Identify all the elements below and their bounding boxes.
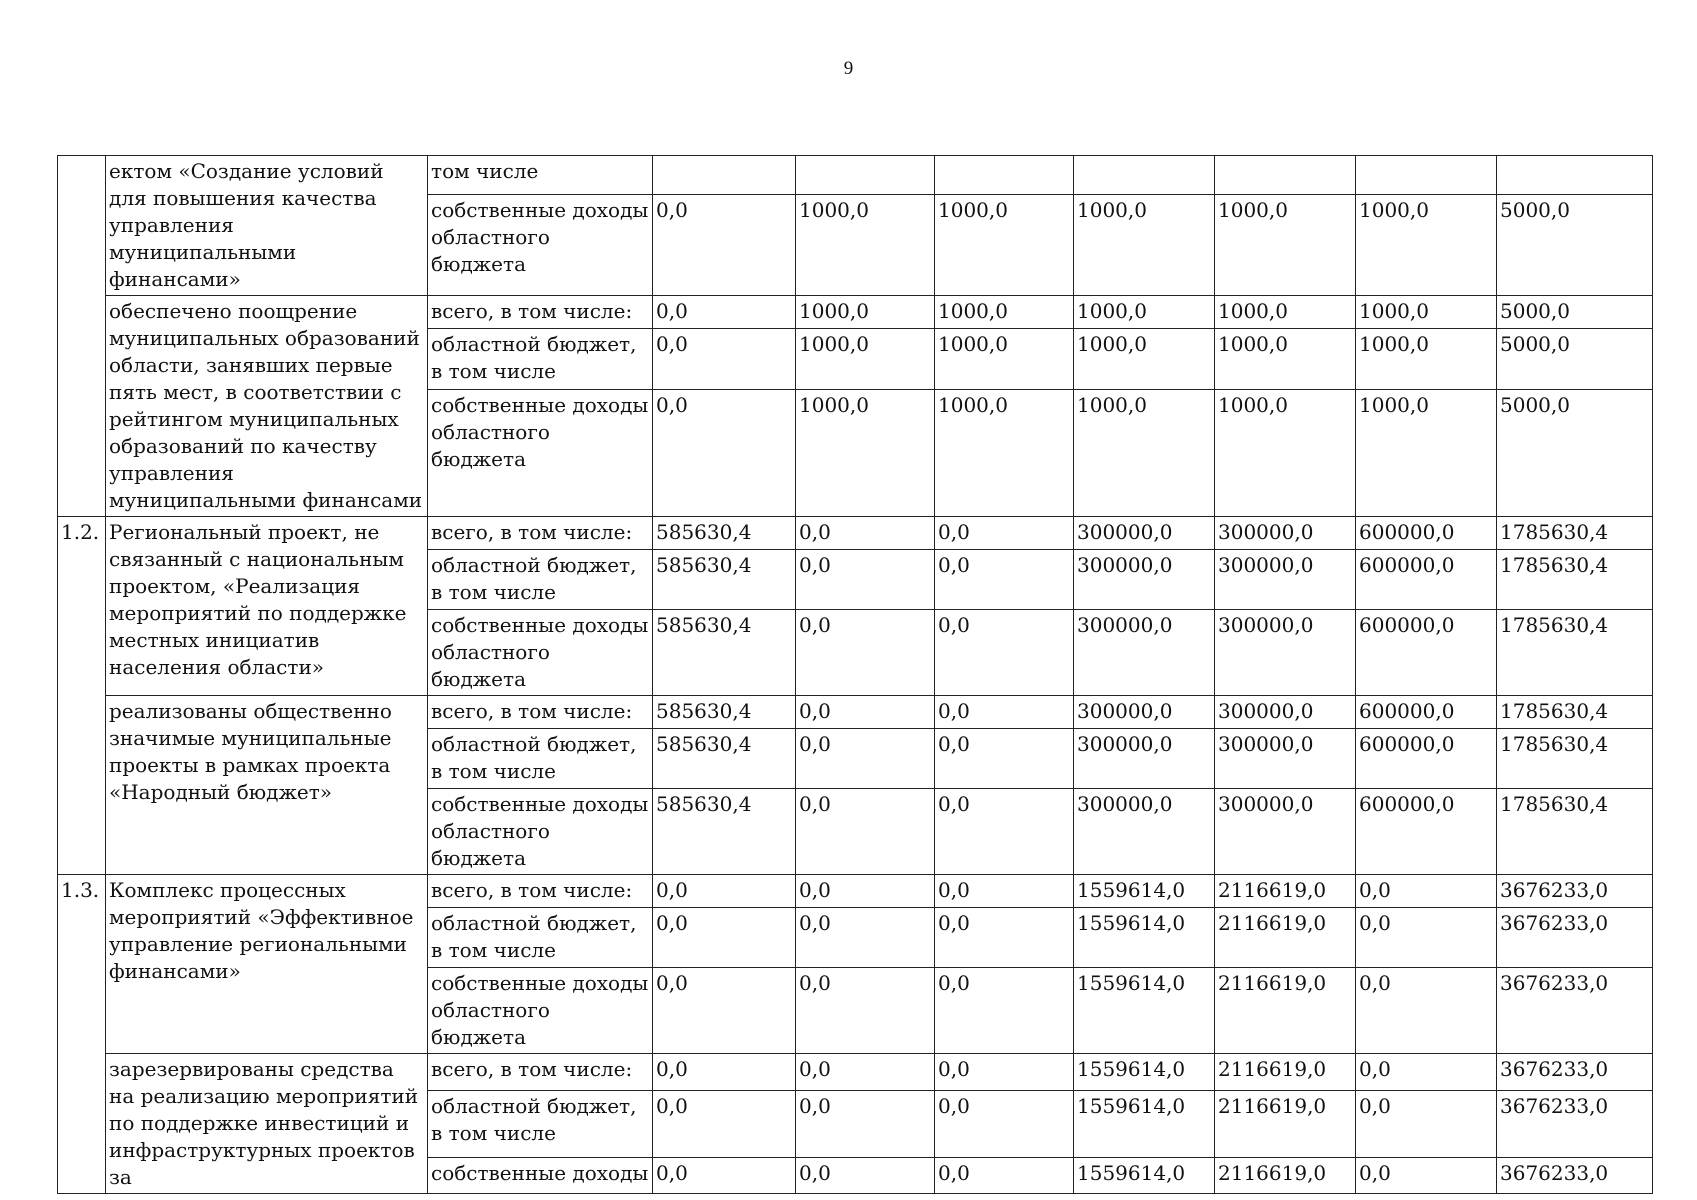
table-body bbox=[58, 156, 1653, 1194]
year-value: 0,0 bbox=[796, 1090, 935, 1157]
year-value: 300000,0 bbox=[1074, 550, 1215, 610]
funding-source: областной бюджет, в том числе bbox=[428, 908, 653, 968]
total-value: 3676233,0 bbox=[1497, 968, 1653, 1054]
year-value: 300000,0 bbox=[1215, 729, 1356, 789]
year-value: 1559614,0 bbox=[1074, 1090, 1215, 1157]
year-value: 0,0 bbox=[653, 875, 796, 908]
year-value: 600000,0 bbox=[1356, 729, 1497, 789]
year-value: 1000,0 bbox=[1215, 194, 1356, 295]
year-value: 0,0 bbox=[796, 789, 935, 875]
year-value: 300000,0 bbox=[1074, 517, 1215, 550]
year-value: 585630,4 bbox=[653, 789, 796, 875]
item-description: Региональный проект, не связанный с национальным проектом, «Реализация мероприятий по поддержке местных инициатив населения области» bbox=[106, 517, 428, 696]
year-value: 1559614,0 bbox=[1074, 968, 1215, 1054]
total-value: 1785630,4 bbox=[1497, 610, 1653, 696]
year-value: 0,0 bbox=[935, 550, 1074, 610]
funding-source: областной бюджет, в том числе bbox=[428, 550, 653, 610]
year-value: 0,0 bbox=[935, 517, 1074, 550]
year-value: 1000,0 bbox=[796, 194, 935, 295]
year-value: 0,0 bbox=[935, 1054, 1074, 1091]
year-value: 300000,0 bbox=[1215, 517, 1356, 550]
total-value: 5000,0 bbox=[1497, 390, 1653, 517]
year-value bbox=[1356, 156, 1497, 195]
table-row bbox=[58, 296, 1653, 329]
year-value: 0,0 bbox=[796, 1158, 935, 1194]
total-value: 3676233,0 bbox=[1497, 1054, 1653, 1091]
year-value: 1000,0 bbox=[1356, 390, 1497, 517]
total-value: 5000,0 bbox=[1497, 329, 1653, 390]
funding-source: областной бюджет, в том числе bbox=[428, 329, 653, 390]
total-value: 5000,0 bbox=[1497, 296, 1653, 329]
year-value: 1000,0 bbox=[1356, 194, 1497, 295]
year-value: 0,0 bbox=[796, 729, 935, 789]
item-description: Комплекс процессных мероприятий «Эффективное управление региональными финансами» bbox=[106, 875, 428, 1054]
year-value: 1000,0 bbox=[1356, 296, 1497, 329]
funding-source: всего, в том числе: bbox=[428, 296, 653, 329]
item-description: обеспечено поощрение муниципальных образований области, занявших первые пять мест, в соответствии с рейтингом муниципальных образований по качеству управления муниципальными финансами bbox=[106, 296, 428, 517]
funding-source: областной бюджет, в том числе bbox=[428, 729, 653, 789]
year-value: 600000,0 bbox=[1356, 550, 1497, 610]
year-value: 2116619,0 bbox=[1215, 875, 1356, 908]
year-value: 300000,0 bbox=[1215, 610, 1356, 696]
funding-source: собственные доходы bbox=[428, 1158, 653, 1194]
year-value: 585630,4 bbox=[653, 550, 796, 610]
year-value: 1000,0 bbox=[796, 296, 935, 329]
total-value: 1785630,4 bbox=[1497, 729, 1653, 789]
year-value: 0,0 bbox=[653, 296, 796, 329]
year-value: 1000,0 bbox=[1215, 296, 1356, 329]
funding-source: всего, в том числе: bbox=[428, 1054, 653, 1091]
year-value: 1000,0 bbox=[796, 329, 935, 390]
total-value bbox=[1497, 156, 1653, 195]
year-value: 0,0 bbox=[796, 968, 935, 1054]
year-value: 0,0 bbox=[935, 696, 1074, 729]
funding-source: областной бюджет, в том числе bbox=[428, 1090, 653, 1157]
year-value bbox=[653, 156, 796, 195]
year-value: 1000,0 bbox=[1074, 296, 1215, 329]
year-value: 1000,0 bbox=[935, 390, 1074, 517]
total-value: 1785630,4 bbox=[1497, 550, 1653, 610]
year-value: 0,0 bbox=[653, 1054, 796, 1091]
funding-source: собственные доходы областного бюджета bbox=[428, 789, 653, 875]
year-value: 1559614,0 bbox=[1074, 1054, 1215, 1091]
section-number: 1.3. bbox=[58, 875, 106, 1194]
year-value bbox=[935, 156, 1074, 195]
total-value: 3676233,0 bbox=[1497, 908, 1653, 968]
year-value: 1000,0 bbox=[1215, 390, 1356, 517]
year-value: 600000,0 bbox=[1356, 696, 1497, 729]
year-value: 0,0 bbox=[653, 390, 796, 517]
year-value: 300000,0 bbox=[1074, 729, 1215, 789]
year-value: 300000,0 bbox=[1074, 610, 1215, 696]
year-value: 0,0 bbox=[1356, 875, 1497, 908]
section-number: 1.2. bbox=[58, 517, 106, 875]
total-value: 3676233,0 bbox=[1497, 1158, 1653, 1194]
year-value: 585630,4 bbox=[653, 729, 796, 789]
year-value bbox=[1074, 156, 1215, 195]
total-value: 3676233,0 bbox=[1497, 1090, 1653, 1157]
total-value: 5000,0 bbox=[1497, 194, 1653, 295]
year-value: 1559614,0 bbox=[1074, 908, 1215, 968]
year-value: 0,0 bbox=[653, 1158, 796, 1194]
section-number bbox=[58, 156, 106, 517]
year-value: 300000,0 bbox=[1215, 696, 1356, 729]
year-value: 300000,0 bbox=[1074, 789, 1215, 875]
year-value: 0,0 bbox=[796, 517, 935, 550]
year-value: 0,0 bbox=[935, 1158, 1074, 1194]
year-value: 1000,0 bbox=[935, 329, 1074, 390]
table-row bbox=[58, 156, 1653, 195]
total-value: 3676233,0 bbox=[1497, 875, 1653, 908]
year-value: 1559614,0 bbox=[1074, 875, 1215, 908]
year-value: 0,0 bbox=[1356, 908, 1497, 968]
year-value: 0,0 bbox=[935, 908, 1074, 968]
year-value: 585630,4 bbox=[653, 517, 796, 550]
funding-source: собственные доходы областного бюджета bbox=[428, 610, 653, 696]
year-value: 0,0 bbox=[796, 550, 935, 610]
year-value: 1000,0 bbox=[1356, 329, 1497, 390]
year-value: 1000,0 bbox=[796, 390, 935, 517]
item-description: ектом «Создание условий для повышения качества управления муниципальными финансами» bbox=[106, 156, 428, 296]
table-row bbox=[58, 1054, 1653, 1091]
year-value: 300000,0 bbox=[1215, 789, 1356, 875]
budget-table bbox=[57, 155, 1653, 1194]
year-value: 585630,4 bbox=[653, 696, 796, 729]
total-value: 1785630,4 bbox=[1497, 517, 1653, 550]
year-value: 0,0 bbox=[1356, 1158, 1497, 1194]
year-value: 0,0 bbox=[935, 729, 1074, 789]
year-value: 1000,0 bbox=[1074, 329, 1215, 390]
year-value: 600000,0 bbox=[1356, 517, 1497, 550]
year-value: 0,0 bbox=[796, 875, 935, 908]
year-value: 2116619,0 bbox=[1215, 1090, 1356, 1157]
funding-source: собственные доходы областного бюджета bbox=[428, 390, 653, 517]
year-value: 1559614,0 bbox=[1074, 1158, 1215, 1194]
year-value: 0,0 bbox=[653, 329, 796, 390]
funding-source: собственные доходы областного бюджета bbox=[428, 194, 653, 295]
year-value: 2116619,0 bbox=[1215, 1054, 1356, 1091]
year-value: 0,0 bbox=[653, 908, 796, 968]
year-value: 0,0 bbox=[1356, 968, 1497, 1054]
year-value: 0,0 bbox=[1356, 1090, 1497, 1157]
year-value: 0,0 bbox=[796, 1054, 935, 1091]
page-number: 9 bbox=[843, 58, 854, 79]
year-value: 0,0 bbox=[796, 696, 935, 729]
funding-source: всего, в том числе: bbox=[428, 517, 653, 550]
year-value: 2116619,0 bbox=[1215, 908, 1356, 968]
year-value: 0,0 bbox=[653, 194, 796, 295]
year-value: 585630,4 bbox=[653, 610, 796, 696]
funding-source: всего, в том числе: bbox=[428, 696, 653, 729]
year-value: 0,0 bbox=[653, 1090, 796, 1157]
funding-source: том числе bbox=[428, 156, 653, 195]
year-value: 0,0 bbox=[935, 875, 1074, 908]
year-value: 0,0 bbox=[935, 789, 1074, 875]
item-description: зарезервированы средства на реализацию мероприятий по поддержке инвестиций и инфраструктурных проектов за bbox=[106, 1054, 428, 1194]
year-value: 0,0 bbox=[796, 610, 935, 696]
year-value: 300000,0 bbox=[1074, 696, 1215, 729]
table-row bbox=[58, 517, 1653, 550]
year-value: 600000,0 bbox=[1356, 789, 1497, 875]
item-description: реализованы общественно значимые муниципальные проекты в рамках проекта «Народный бюджет» bbox=[106, 696, 428, 875]
table-row bbox=[58, 696, 1653, 729]
year-value: 2116619,0 bbox=[1215, 1158, 1356, 1194]
year-value: 1000,0 bbox=[935, 194, 1074, 295]
year-value: 1000,0 bbox=[1074, 390, 1215, 517]
table-row bbox=[58, 875, 1653, 908]
funding-source: всего, в том числе: bbox=[428, 875, 653, 908]
year-value: 1000,0 bbox=[1074, 194, 1215, 295]
year-value: 600000,0 bbox=[1356, 610, 1497, 696]
year-value: 1000,0 bbox=[935, 296, 1074, 329]
year-value: 0,0 bbox=[653, 968, 796, 1054]
funding-source: собственные доходы областного бюджета bbox=[428, 968, 653, 1054]
year-value: 0,0 bbox=[935, 610, 1074, 696]
total-value: 1785630,4 bbox=[1497, 696, 1653, 729]
total-value: 1785630,4 bbox=[1497, 789, 1653, 875]
year-value: 1000,0 bbox=[1215, 329, 1356, 390]
year-value: 0,0 bbox=[1356, 1054, 1497, 1091]
year-value bbox=[1215, 156, 1356, 195]
year-value: 0,0 bbox=[796, 908, 935, 968]
year-value: 0,0 bbox=[935, 968, 1074, 1054]
year-value: 2116619,0 bbox=[1215, 968, 1356, 1054]
year-value: 0,0 bbox=[935, 1090, 1074, 1157]
year-value bbox=[796, 156, 935, 195]
year-value: 300000,0 bbox=[1215, 550, 1356, 610]
